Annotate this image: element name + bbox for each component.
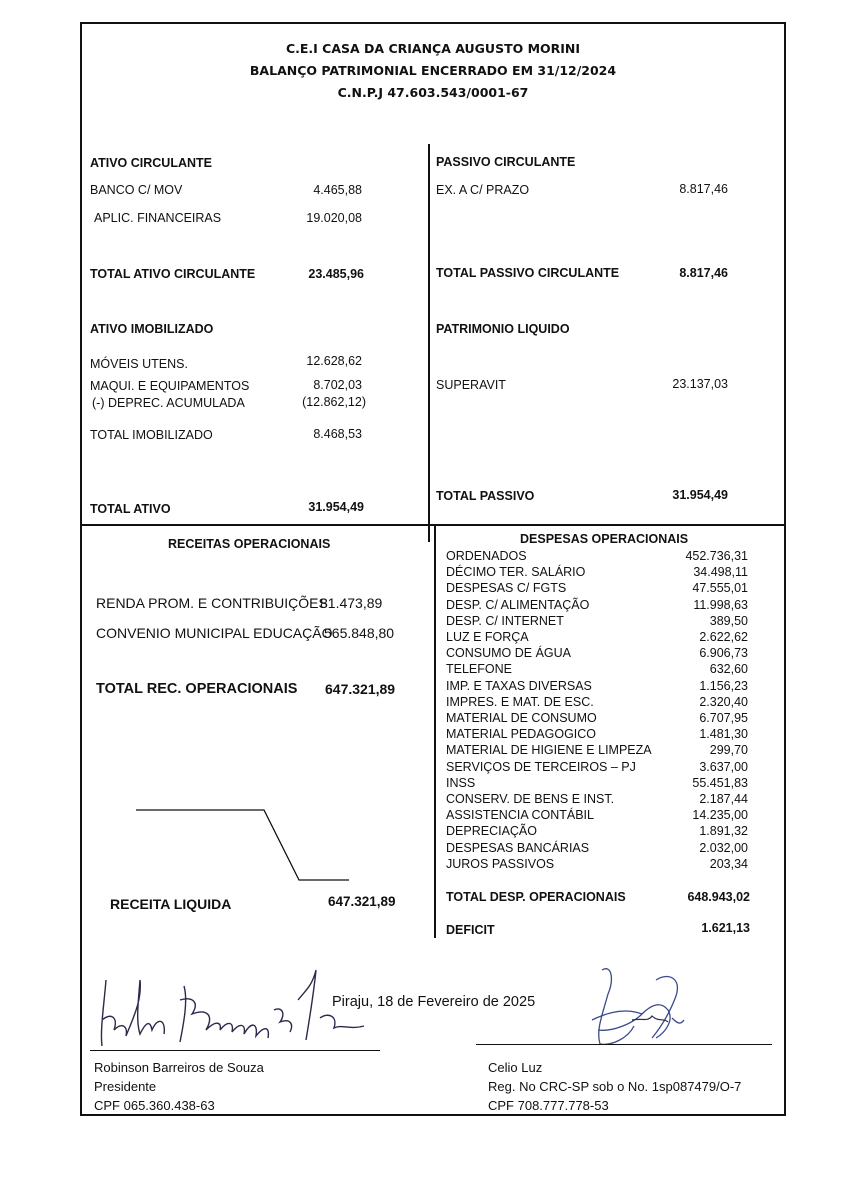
list-item <box>446 807 748 823</box>
list-item <box>446 759 748 775</box>
expense-label: SERVIÇOS DE TERCEIROS – PJ <box>446 759 636 774</box>
expense-label: INSS <box>446 775 476 790</box>
total-despesas-value: 648.943,02 <box>687 890 750 904</box>
deprec-label: (-) DEPREC. ACUMULADA <box>92 396 245 410</box>
expense-label: DESP. C/ INTERNET <box>446 613 564 628</box>
total-passivo-value: 31.954,49 <box>672 488 728 502</box>
list-item <box>446 742 748 758</box>
expense-label: MATERIAL DE HIGIENE E LIMPEZA <box>446 743 652 758</box>
receita-liquida-label: RECEITA LIQUIDA <box>110 896 232 912</box>
expense-value: 34.498,11 <box>693 565 748 580</box>
list-item <box>446 629 748 645</box>
list-item <box>446 775 748 791</box>
expense-value: 1.481,30 <box>699 727 748 742</box>
expense-label: MATERIAL DE CONSUMO <box>446 711 597 726</box>
list-item <box>446 678 748 694</box>
header-title: BALANÇO PATRIMONIAL ENCERRADO EM 31/12/2024 <box>249 63 617 78</box>
list-item <box>446 710 748 726</box>
list-item <box>446 823 748 839</box>
ativo-imobilizado-title: ATIVO IMOBILIZADO <box>90 322 214 336</box>
expense-label: DESP. C/ ALIMENTAÇÃO <box>446 597 590 612</box>
expense-label: DÉCIMO TER. SALÁRIO <box>446 565 586 580</box>
expense-value: 3.637,00 <box>699 759 748 774</box>
total-receitas-label: TOTAL REC. OPERACIONAIS <box>96 681 298 697</box>
right-signer-cpf: CPF 708.777.778-53 <box>488 1098 609 1113</box>
moveis-label: MÓVEIS UTENS. <box>90 357 188 371</box>
expense-label: ORDENADOS <box>446 549 527 563</box>
total-ativo-value: 31.954,49 <box>308 500 364 514</box>
deficit-label: DEFICIT <box>446 923 495 937</box>
expense-value: 11.998,63 <box>693 597 748 612</box>
expense-value: 452.736,31 <box>685 549 748 563</box>
expense-value: 1.891,32 <box>699 824 748 839</box>
expense-value: 1.156,23 <box>699 678 748 693</box>
list-item <box>446 791 748 807</box>
ex-prazo-value: 8.817,46 <box>679 182 728 196</box>
list-item <box>446 645 748 661</box>
superavit-label: SUPERAVIT <box>436 378 506 392</box>
cancel-line <box>134 806 350 886</box>
expense-value: 299,70 <box>709 743 748 758</box>
balance-sheet-frame <box>80 22 786 1116</box>
patrimonio-liquido-title: PATRIMONIO LIQUIDO <box>436 322 570 336</box>
signature-line-right <box>476 1044 772 1045</box>
expense-label: LUZ E FORÇA <box>446 630 529 645</box>
list-item <box>446 726 748 742</box>
banco-label: BANCO C/ MOV <box>90 183 183 197</box>
section-divider <box>82 524 784 526</box>
list-item <box>446 856 748 872</box>
header-entity: C.E.I CASA DA CRIANÇA AUGUSTO MORINI <box>285 41 581 56</box>
despesas-list <box>446 548 748 872</box>
expense-label: CONSUMO DE ÁGUA <box>446 646 572 661</box>
total-ativo-circulante-value: 23.485,96 <box>308 267 364 281</box>
superavit-value: 23.137,03 <box>672 377 728 391</box>
renda-label: RENDA PROM. E CONTRIBUIÇÕES <box>96 595 328 611</box>
expense-label: DEPRECIAÇÃO <box>446 824 537 839</box>
expense-label: MATERIAL PEDAGOGICO <box>446 727 597 742</box>
expense-label: DESPESAS C/ FGTS <box>446 581 567 596</box>
list-item <box>446 613 748 629</box>
expense-label: JUROS PASSIVOS <box>446 856 555 871</box>
receitas-title: RECEITAS OPERACIONAIS <box>168 537 331 551</box>
total-passivo-circulante-label: TOTAL PASSIVO CIRCULANTE <box>436 266 620 280</box>
left-signer-name: Robinson Barreiros de Souza <box>94 1060 264 1075</box>
expense-value: 6.707,95 <box>699 711 748 726</box>
list-item <box>446 580 748 596</box>
despesas-title: DESPESAS OPERACIONAIS <box>520 532 689 546</box>
expense-label: IMPRES. E MAT. DE ESC. <box>446 694 594 709</box>
list-item <box>446 597 748 613</box>
left-signer-role: Presidente <box>94 1079 157 1094</box>
expense-value: 2.032,00 <box>699 840 748 855</box>
total-passivo-label: TOTAL PASSIVO <box>436 489 535 503</box>
convenio-label: CONVENIO MUNICIPAL EDUCAÇÃO <box>96 625 333 641</box>
ativo-circulante-title: ATIVO CIRCULANTE <box>90 156 212 170</box>
signature-right <box>572 960 702 1056</box>
expense-label: IMP. E TAXAS DIVERSAS <box>446 678 592 693</box>
column-divider-bottom <box>434 526 436 938</box>
total-receitas-value: 647.321,89 <box>325 681 396 697</box>
maqui-value: 8.702,03 <box>313 378 362 392</box>
expense-label: ASSISTENCIA CONTÁBIL <box>446 808 594 823</box>
expense-value: 2.622,62 <box>699 630 748 645</box>
list-item <box>446 661 748 677</box>
expense-value: 6.906,73 <box>699 646 748 661</box>
expense-value: 389,50 <box>709 613 748 628</box>
expense-value: 203,34 <box>709 856 748 871</box>
expense-label: DESPESAS BANCÁRIAS <box>446 840 590 855</box>
expense-value: 632,60 <box>709 662 748 677</box>
total-passivo-circulante-value: 8.817,46 <box>679 266 728 280</box>
total-ativo-label: TOTAL ATIVO <box>90 502 171 516</box>
expense-label: TELEFONE <box>446 662 512 677</box>
expense-value: 2.320,40 <box>699 694 748 709</box>
right-signer-name: Celio Luz <box>488 1060 543 1075</box>
banco-value: 4.465,88 <box>313 183 362 197</box>
expense-value: 55.451,83 <box>692 775 748 790</box>
deprec-value: (12.862,12) <box>302 395 366 409</box>
expense-value: 2.187,44 <box>699 792 748 807</box>
total-imobilizado-label: TOTAL IMOBILIZADO <box>90 428 213 442</box>
maqui-label: MAQUI. E EQUIPAMENTOS <box>90 379 250 393</box>
total-despesas-label: TOTAL DESP. OPERACIONAIS <box>446 890 626 904</box>
passivo-circulante-title: PASSIVO CIRCULANTE <box>436 155 576 169</box>
moveis-value: 12.628,62 <box>306 354 362 368</box>
right-signer-registration: Reg. No CRC-SP sob o No. 1sp087479/O-7 <box>488 1079 742 1094</box>
list-item <box>446 694 748 710</box>
place-date: Piraju, 18 de Fevereiro de 2025 <box>332 994 536 1010</box>
renda-value: 81.473,89 <box>320 595 383 611</box>
list-item <box>446 548 748 564</box>
aplic-value: 19.020,08 <box>306 211 362 225</box>
convenio-value: 565.848,80 <box>324 625 395 641</box>
deficit-value: 1.621,13 <box>701 921 750 935</box>
ex-prazo-label: EX. A C/ PRAZO <box>436 183 530 197</box>
header-cnpj: C.N.P.J 47.603.543/0001-67 <box>337 85 529 100</box>
signature-line-left <box>90 1050 380 1051</box>
aplic-label: APLIC. FINANCEIRAS <box>94 211 222 225</box>
signature-left <box>88 960 378 1052</box>
expense-label: CONSERV. DE BENS E INST. <box>446 792 615 807</box>
list-item <box>446 564 748 580</box>
expense-value: 14.235,00 <box>692 808 748 823</box>
total-ativo-circulante-label: TOTAL ATIVO CIRCULANTE <box>90 267 256 281</box>
total-imobilizado-value: 8.468,53 <box>313 427 362 441</box>
column-divider-top <box>428 144 430 542</box>
list-item <box>446 840 748 856</box>
expense-value: 47.555,01 <box>692 581 748 596</box>
left-signer-cpf: CPF 065.360.438-63 <box>94 1098 215 1113</box>
receita-liquida-value: 647.321,89 <box>328 894 396 909</box>
